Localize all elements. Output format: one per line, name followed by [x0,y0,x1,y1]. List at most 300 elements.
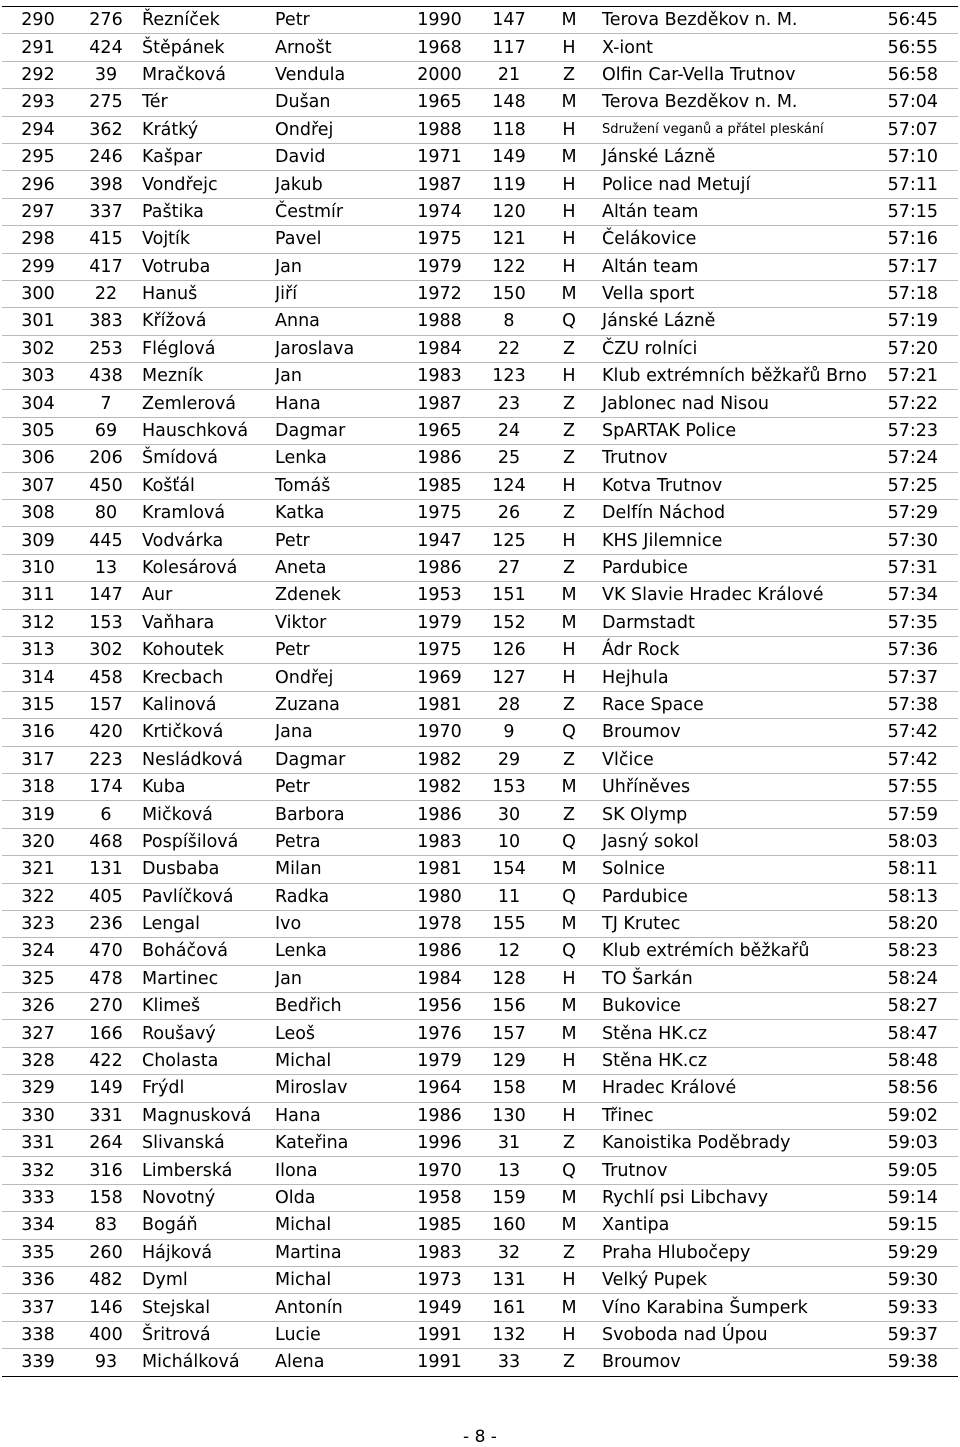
cell-rank: 333 [2,1184,70,1211]
cell-bib: 149 [70,1075,142,1102]
cell-firstname: Olda [275,1184,400,1211]
cell-club: Stěna HK.cz [599,1020,869,1047]
cell-rank: 335 [2,1239,70,1266]
cell-year: 1973 [400,1266,479,1293]
cell-category: Z [539,417,599,444]
cell-category: M [539,89,599,116]
cell-rank: 336 [2,1266,70,1293]
cell-year: 1984 [400,335,479,362]
cell-rank: 320 [2,828,70,855]
cell-time: 56:45 [869,7,958,34]
cell-category: M [539,1294,599,1321]
cell-club: Altán team [599,198,869,225]
cell-firstname: Miroslav [275,1075,400,1102]
cell-time: 56:58 [869,61,958,88]
cell-club: VK Slavie Hradec Králové [599,582,869,609]
cell-club: Klub extrémích běžkařů [599,938,869,965]
cell-time: 58:11 [869,856,958,883]
table-row [2,910,958,937]
cell-firstname: Vendula [275,61,400,88]
cell-club: Altán team [599,253,869,280]
cell-category: H [539,636,599,663]
cell-category-rank: 124 [479,472,539,499]
cell-category-rank: 25 [479,445,539,472]
cell-category-rank: 121 [479,226,539,253]
cell-rank: 331 [2,1130,70,1157]
cell-rank: 297 [2,198,70,225]
cell-club: SpARTAK Police [599,417,869,444]
cell-firstname: Petr [275,636,400,663]
cell-surname: Klimeš [142,993,275,1020]
cell-time: 57:25 [869,472,958,499]
cell-time: 57:07 [869,116,958,143]
cell-rank: 323 [2,910,70,937]
table-row [2,1047,958,1074]
table-row [2,34,958,61]
table-row [2,719,958,746]
cell-club: TO Šarkán [599,965,869,992]
cell-bib: 22 [70,280,142,307]
cell-club: Solnice [599,856,869,883]
cell-club: Sdružení veganů a přátel pleskání [599,116,869,143]
cell-firstname: Bedřich [275,993,400,1020]
cell-year: 1968 [400,34,479,61]
cell-time: 58:27 [869,993,958,1020]
cell-rank: 319 [2,801,70,828]
cell-firstname: Kateřina [275,1130,400,1157]
cell-category-rank: 28 [479,691,539,718]
cell-surname: Šmídová [142,445,275,472]
cell-bib: 424 [70,34,142,61]
cell-surname: Krtičková [142,719,275,746]
table-row [2,198,958,225]
cell-category-rank: 157 [479,1020,539,1047]
cell-year: 1979 [400,253,479,280]
cell-category: Q [539,828,599,855]
cell-rank: 293 [2,89,70,116]
cell-year: 1953 [400,582,479,609]
table-row [2,746,958,773]
cell-bib: 398 [70,171,142,198]
cell-club: Trutnov [599,1157,869,1184]
cell-time: 57:30 [869,527,958,554]
cell-rank: 301 [2,308,70,335]
cell-club: SK Olymp [599,801,869,828]
cell-rank: 311 [2,582,70,609]
cell-year: 1972 [400,280,479,307]
cell-club: Broumov [599,719,869,746]
cell-surname: Vaňhara [142,609,275,636]
cell-year: 1964 [400,1075,479,1102]
cell-year: 1986 [400,554,479,581]
cell-category-rank: 130 [479,1102,539,1129]
cell-surname: Hájková [142,1239,275,1266]
table-row [2,363,958,390]
cell-surname: Dusbaba [142,856,275,883]
cell-surname: Kolesárová [142,554,275,581]
cell-category: M [539,993,599,1020]
cell-time: 57:37 [869,664,958,691]
cell-year: 1980 [400,883,479,910]
cell-category-rank: 123 [479,363,539,390]
cell-bib: 450 [70,472,142,499]
cell-time: 57:59 [869,801,958,828]
table-row [2,1130,958,1157]
cell-category: M [539,280,599,307]
cell-category-rank: 125 [479,527,539,554]
cell-category: H [539,116,599,143]
cell-firstname: Anna [275,308,400,335]
cell-year: 2000 [400,61,479,88]
cell-category-rank: 29 [479,746,539,773]
table-row [2,938,958,965]
cell-firstname: Petr [275,773,400,800]
cell-firstname: Petr [275,7,400,34]
table-row [2,1020,958,1047]
table-row [2,280,958,307]
cell-rank: 304 [2,390,70,417]
cell-category: M [539,856,599,883]
cell-rank: 325 [2,965,70,992]
cell-category-rank: 12 [479,938,539,965]
cell-rank: 292 [2,61,70,88]
cell-bib: 158 [70,1184,142,1211]
cell-year: 1983 [400,1239,479,1266]
cell-time: 57:31 [869,554,958,581]
cell-category: H [539,527,599,554]
cell-bib: 275 [70,89,142,116]
cell-year: 1965 [400,89,479,116]
cell-firstname: Katka [275,500,400,527]
cell-time: 57:11 [869,171,958,198]
table-row [2,828,958,855]
cell-category-rank: 132 [479,1321,539,1348]
cell-year: 1965 [400,417,479,444]
cell-firstname: Dušan [275,89,400,116]
cell-club: Delfín Náchod [599,500,869,527]
cell-category: Z [539,746,599,773]
cell-firstname: Hana [275,1102,400,1129]
table-row [2,1102,958,1129]
cell-category-rank: 129 [479,1047,539,1074]
cell-bib: 458 [70,664,142,691]
cell-category: Z [539,1239,599,1266]
cell-surname: Martinec [142,965,275,992]
cell-category: Z [539,61,599,88]
table-row [2,1212,958,1239]
cell-time: 59:03 [869,1130,958,1157]
cell-rank: 296 [2,171,70,198]
cell-surname: Vondřejc [142,171,275,198]
cell-club: Kanoistika Poděbrady [599,1130,869,1157]
cell-bib: 83 [70,1212,142,1239]
cell-category: Z [539,445,599,472]
cell-category-rank: 158 [479,1075,539,1102]
cell-time: 57:42 [869,746,958,773]
cell-firstname: Ondřej [275,664,400,691]
cell-category: M [539,1212,599,1239]
cell-surname: Krecbach [142,664,275,691]
cell-category-rank: 9 [479,719,539,746]
cell-category-rank: 10 [479,828,539,855]
cell-surname: Mezník [142,363,275,390]
cell-club: X-iont [599,34,869,61]
cell-category: Z [539,691,599,718]
cell-category: Z [539,801,599,828]
table-row [2,773,958,800]
cell-club: Xantipa [599,1212,869,1239]
cell-year: 1991 [400,1321,479,1348]
cell-year: 1958 [400,1184,479,1211]
cell-club: Terova Bezděkov n. M. [599,7,869,34]
table-row [2,417,958,444]
table-row [2,472,958,499]
cell-time: 59:29 [869,1239,958,1266]
cell-year: 1976 [400,1020,479,1047]
cell-bib: 246 [70,143,142,170]
cell-bib: 147 [70,582,142,609]
cell-category-rank: 149 [479,143,539,170]
cell-category-rank: 131 [479,1266,539,1293]
cell-firstname: Tomáš [275,472,400,499]
cell-year: 1983 [400,828,479,855]
cell-surname: Fléglová [142,335,275,362]
cell-bib: 400 [70,1321,142,1348]
cell-rank: 303 [2,363,70,390]
cell-bib: 331 [70,1102,142,1129]
cell-club: Jasný sokol [599,828,869,855]
cell-time: 58:48 [869,1047,958,1074]
cell-surname: Roušavý [142,1020,275,1047]
cell-year: 1981 [400,691,479,718]
cell-category: H [539,965,599,992]
cell-time: 57:38 [869,691,958,718]
cell-rank: 310 [2,554,70,581]
cell-year: 1982 [400,773,479,800]
cell-year: 1981 [400,856,479,883]
page-number: - 8 - [463,1427,497,1447]
cell-rank: 290 [2,7,70,34]
cell-rank: 330 [2,1102,70,1129]
table-row [2,554,958,581]
cell-year: 1987 [400,390,479,417]
cell-category-rank: 122 [479,253,539,280]
cell-club: Víno Karabina Šumperk [599,1294,869,1321]
table-row [2,609,958,636]
cell-bib: 253 [70,335,142,362]
cell-firstname: Jiří [275,280,400,307]
cell-bib: 270 [70,993,142,1020]
table-row [2,226,958,253]
results-table [2,6,958,1377]
cell-category-rank: 22 [479,335,539,362]
table-row [2,171,958,198]
cell-year: 1986 [400,938,479,965]
table-row [2,335,958,362]
cell-category-rank: 11 [479,883,539,910]
cell-club: Bukovice [599,993,869,1020]
table-row [2,1349,958,1376]
cell-surname: Votruba [142,253,275,280]
cell-category: H [539,664,599,691]
cell-bib: 131 [70,856,142,883]
cell-club: KHS Jilemnice [599,527,869,554]
cell-rank: 299 [2,253,70,280]
cell-year: 1956 [400,993,479,1020]
cell-firstname: Barbora [275,801,400,828]
cell-category-rank: 128 [479,965,539,992]
cell-rank: 339 [2,1349,70,1376]
cell-time: 57:18 [869,280,958,307]
cell-category-rank: 23 [479,390,539,417]
cell-bib: 146 [70,1294,142,1321]
cell-firstname: Pavel [275,226,400,253]
cell-bib: 157 [70,691,142,718]
cell-surname: Zemlerová [142,390,275,417]
table-row [2,1266,958,1293]
cell-category-rank: 148 [479,89,539,116]
cell-category: H [539,1266,599,1293]
cell-category-rank: 31 [479,1130,539,1157]
cell-time: 58:03 [869,828,958,855]
cell-category: M [539,582,599,609]
cell-club: Jánské Lázně [599,143,869,170]
cell-year: 1970 [400,1157,479,1184]
cell-time: 59:38 [869,1349,958,1376]
cell-firstname: Čestmír [275,198,400,225]
table-row [2,691,958,718]
cell-bib: 470 [70,938,142,965]
cell-surname: Štěpánek [142,34,275,61]
cell-category: M [539,7,599,34]
cell-firstname: Jaroslava [275,335,400,362]
cell-firstname: Jan [275,363,400,390]
cell-firstname: Lenka [275,938,400,965]
cell-category: Q [539,719,599,746]
cell-club: Rychlí psi Libchavy [599,1184,869,1211]
cell-time: 57:21 [869,363,958,390]
cell-rank: 327 [2,1020,70,1047]
table-row [2,1157,958,1184]
cell-bib: 337 [70,198,142,225]
cell-club: Trutnov [599,445,869,472]
cell-rank: 312 [2,609,70,636]
cell-surname: Boháčová [142,938,275,965]
cell-year: 1996 [400,1130,479,1157]
cell-surname: Limberská [142,1157,275,1184]
cell-bib: 420 [70,719,142,746]
cell-surname: Vodvárka [142,527,275,554]
cell-time: 57:16 [869,226,958,253]
cell-category-rank: 150 [479,280,539,307]
cell-category: Z [539,1130,599,1157]
cell-category-rank: 127 [479,664,539,691]
cell-club: Police nad Metují [599,171,869,198]
cell-surname: Paštika [142,198,275,225]
cell-rank: 334 [2,1212,70,1239]
cell-time: 58:23 [869,938,958,965]
cell-time: 56:55 [869,34,958,61]
table-row [2,445,958,472]
cell-year: 1978 [400,910,479,937]
cell-category-rank: 24 [479,417,539,444]
cell-club: Pardubice [599,883,869,910]
cell-category: H [539,1321,599,1348]
cell-rank: 326 [2,993,70,1020]
cell-surname: Bogáň [142,1212,275,1239]
cell-firstname: Hana [275,390,400,417]
cell-time: 59:05 [869,1157,958,1184]
table-row [2,61,958,88]
cell-surname: Kalinová [142,691,275,718]
cell-rank: 300 [2,280,70,307]
table-row [2,143,958,170]
table-row [2,965,958,992]
cell-category: H [539,363,599,390]
cell-club: Ádr Rock [599,636,869,663]
cell-category: Q [539,1157,599,1184]
cell-year: 1970 [400,719,479,746]
cell-rank: 329 [2,1075,70,1102]
cell-surname: Tér [142,89,275,116]
cell-firstname: Petra [275,828,400,855]
cell-surname: Hauschková [142,417,275,444]
cell-surname: Šritrová [142,1321,275,1348]
cell-bib: 405 [70,883,142,910]
cell-bib: 206 [70,445,142,472]
cell-surname: Pospíšilová [142,828,275,855]
cell-category-rank: 151 [479,582,539,609]
cell-category-rank: 156 [479,993,539,1020]
cell-time: 57:55 [869,773,958,800]
cell-rank: 337 [2,1294,70,1321]
cell-time: 57:10 [869,143,958,170]
cell-time: 57:23 [869,417,958,444]
cell-category: H [539,1047,599,1074]
table-row [2,7,958,34]
cell-time: 57:04 [869,89,958,116]
results-body [2,7,958,1377]
cell-firstname: Viktor [275,609,400,636]
cell-category-rank: 152 [479,609,539,636]
cell-club: Stěna HK.cz [599,1047,869,1074]
cell-bib: 6 [70,801,142,828]
cell-surname: Michálková [142,1349,275,1376]
cell-category-rank: 117 [479,34,539,61]
cell-category-rank: 147 [479,7,539,34]
table-row [2,390,958,417]
cell-club: Darmstadt [599,609,869,636]
cell-time: 58:56 [869,1075,958,1102]
cell-category: M [539,609,599,636]
cell-category-rank: 160 [479,1212,539,1239]
cell-year: 1983 [400,363,479,390]
cell-time: 58:13 [869,883,958,910]
cell-year: 1987 [400,171,479,198]
table-row [2,883,958,910]
cell-bib: 468 [70,828,142,855]
table-row [2,1294,958,1321]
cell-category-rank: 154 [479,856,539,883]
cell-year: 1975 [400,500,479,527]
cell-time: 59:15 [869,1212,958,1239]
cell-bib: 445 [70,527,142,554]
cell-category-rank: 13 [479,1157,539,1184]
cell-bib: 153 [70,609,142,636]
cell-category: H [539,198,599,225]
cell-category-rank: 155 [479,910,539,937]
table-row [2,801,958,828]
